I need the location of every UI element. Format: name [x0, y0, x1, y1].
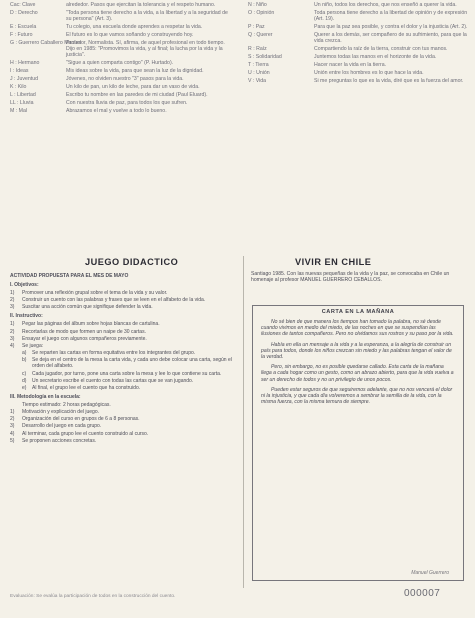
glossary-text: Abrazamos el mal y vuelve a todo lo bueno.: [66, 107, 167, 114]
glossary-text: Con nuestra lluvia de paz, para todos los que sufren.: [66, 99, 188, 106]
glossary-letter: K : Kilo: [10, 84, 27, 91]
method-list: [10, 409, 238, 444]
glossary-letter: P : Paz: [248, 24, 265, 31]
list-item-number: 3): [10, 423, 15, 430]
glossary-letter: Q : Querer: [248, 31, 273, 38]
list-item-text: Promover una reflexión grupal sobre el tema de la vida y su valor.: [22, 290, 168, 296]
glossary-letter: LL : Lluvia: [10, 99, 34, 106]
list-item-text: Organización del curso en grupos de 6 a 8 personas.: [22, 416, 140, 423]
glossary-text: Jóvenes, no olviden nuestro "3" pasos para la vida.: [66, 76, 184, 83]
glossary-row: [248, 54, 468, 60]
glossary-letter: G : Guerrero Caballero Manuel: [10, 39, 82, 46]
list-item: [22, 371, 238, 377]
glossary-letter: E : Escuela: [10, 24, 37, 31]
glossary-letter: F : Futuro: [10, 31, 33, 38]
list-item-text: Suscitar una acción común que signifique defender la vida.: [22, 304, 153, 311]
letter-paragraph: No sé bien de que manera los tiempos han tomado la palabra, no sé desde cuando vivimos en medio del miedo, de las noches en que se suspendían las ilusiones de tantos compañeros. Pero no olvidamos sus rostros y su paso por la vida.: [261, 319, 454, 338]
letter-signature: Manuel Guerrero: [411, 570, 449, 576]
list-item: [10, 343, 238, 349]
list-item: [22, 385, 238, 391]
list-item-text: Cada jugador, por turno, pone una carta sobre la mesa y lee lo que contiene su carta.: [32, 370, 222, 377]
list-item-number: 4): [10, 430, 15, 437]
glossary-row: [10, 108, 232, 114]
glossary-row: [248, 46, 468, 52]
list-item-number: 5): [10, 437, 15, 444]
list-item-number: 2): [10, 328, 15, 335]
glossary-letter: Cac: Clave: [10, 2, 36, 8]
glossary-row: [248, 78, 468, 84]
list-item-text: Se juega:: [22, 342, 44, 349]
glossary-row: [248, 10, 468, 23]
glossary-text: "Sigue a quien comparta contigo" (P. Hurtado).: [66, 60, 174, 67]
objectives-heading: I. Objetivos:: [10, 282, 39, 288]
glossary-row: [10, 60, 232, 66]
list-item-number: 3): [10, 304, 15, 311]
glossary-text: Tu colegio, una escuela donde aprendes a respetar la vida.: [66, 24, 203, 31]
glossary-text: Para que la paz sea posible, y contra el dolor y la injusticia (Art. 2).: [314, 24, 468, 31]
glossary-letter: R : Raíz: [248, 46, 267, 53]
list-item: [22, 357, 238, 369]
list-item-number: 3): [10, 335, 15, 342]
activity-title: ACTIVIDAD PROPUESTA PARA EL MES DE MAYO: [10, 273, 129, 279]
glossary-letter: T : Tierra: [248, 61, 269, 68]
list-item: [10, 438, 238, 444]
glossary-row: [248, 62, 468, 68]
glossary-row: [10, 40, 232, 59]
evaluation-footer: Evaluación: Se evalúa la participación de todos en la construcción del cuento.: [10, 594, 176, 599]
list-item-text: Se proponen acciones concretas.: [22, 437, 97, 444]
glossary-letter: S : Solidaridad: [248, 54, 282, 61]
glossary-text: alrededor. Pasos que ejercitan la tolerancia y el respeto humano.: [66, 2, 216, 8]
glossary-row: [10, 84, 232, 90]
steps-list: [10, 350, 238, 391]
letter-paragraph: Había en ella un mensaje a la vida y a la esperanza, a la alegría de construir un país para todos, donde los niños crezcan sin miedo y las palabras tengan el valor de la verdad.: [261, 341, 452, 361]
section-heading-vivir: VIVIR EN CHILE: [295, 257, 372, 267]
glossary-row: [248, 24, 468, 30]
glossary-row: [10, 2, 232, 8]
list-item-number: 1): [10, 321, 15, 328]
objectives-list: [10, 290, 238, 310]
glossary-letter: D : Derecho: [10, 9, 38, 16]
letter-paragraph: Pueden estar seguros de que seguiremos adelante, que no nos vencerá el dolor ni la injusticia, y que cada día volveremos a sembrar la semilla de la vida, con la misma fuerza, con la misma ternura de siempre.: [261, 386, 453, 406]
list-item-number: c): [22, 370, 27, 377]
list-item-number: b): [22, 357, 27, 364]
list-item: [10, 297, 238, 303]
list-item-number: 2): [10, 297, 15, 304]
letter-body: [253, 319, 463, 405]
instructions-list: [10, 321, 238, 349]
list-item-number: 4): [10, 342, 15, 349]
method-heading: III. Metodología en la escuela:: [10, 393, 81, 400]
glossary-row: [248, 32, 468, 45]
letter-box: [252, 305, 464, 581]
glossary-text: Escribo tu nombre en las paredes de mi ciudad (Paul Eluard).: [66, 91, 208, 98]
glossary-letter: I : Ideas: [10, 68, 29, 75]
list-item-text: Se reparten las cartas en forma equitativa entre los integrantes del grupo.: [32, 350, 196, 357]
list-item: [10, 321, 238, 327]
glossary-row: [10, 10, 232, 23]
glossary-row: [10, 32, 232, 38]
glossary-text: Un kilo de pan, un kilo de leche, para dar un vaso de vida.: [66, 84, 200, 91]
list-item-text: Motivación y explicación del juego.: [22, 409, 99, 416]
list-item: [22, 378, 238, 384]
list-item: [10, 416, 238, 422]
glossary-letter: J : Juventud: [10, 76, 38, 83]
glossary-letter: U : Unión: [248, 69, 270, 76]
glossary-left: [10, 2, 232, 116]
list-item-text: Recortarlas de modo que formen un naipe de 30 cartas.: [22, 328, 146, 335]
glossary-right: [248, 2, 468, 86]
list-item: [10, 431, 238, 437]
glossary-letter: M : Mal: [10, 107, 28, 114]
glossary-row: [10, 76, 232, 82]
glossary-text: Mis ideas sobre la vida, para que sean la luz de la dignidad.: [66, 68, 204, 75]
glossary-text: Hacer nacer la vida en la tierra.: [314, 61, 387, 68]
glossary-text: Querer a los demás, ser compañero de su sufrimiento, para que la vida crezca.: [314, 31, 467, 45]
glossary-text: Juntemos todas las manos en el horizonte de la vida.: [314, 54, 437, 61]
list-item-number: a): [22, 350, 27, 357]
list-item-text: Se deja en el centro de la mesa la carta vida, y cada uno debe colocar una carta, según el orden del alfabeto.: [32, 357, 232, 370]
list-item: [10, 329, 238, 335]
column-divider: [243, 256, 244, 588]
activity-column: [10, 270, 238, 445]
list-item: [22, 350, 238, 356]
glossary-row: [248, 2, 468, 8]
glossary-row: [248, 70, 468, 76]
vivir-intro: Santiago 1985. Con las nuevas pequeñas de la vida y la paz, se convocaba en Chile un homenaje al profesor MANUEL GUERRERO CEBALLOS.: [251, 271, 450, 284]
list-item: [10, 290, 238, 296]
list-item-text: Al final, el grupo lee el cuento que ha construido.: [32, 384, 141, 391]
glossary-row: [10, 92, 232, 98]
glossary-text: Un niño, todos los derechos, que nos enseñó a querer la vida.: [314, 2, 457, 8]
glossary-text: Toda persona tiene derecho a la libertad de opinión y de expresión (Art. 19).: [314, 9, 468, 23]
list-item-text: Construir un cuento con las palabras y frases que se leen en el alfabeto de la vida.: [22, 297, 206, 304]
glossary-letter: O : Opinión: [248, 9, 275, 16]
archive-stamp: 000007: [404, 588, 441, 599]
list-item-text: Al terminar, cada grupo lee el cuento construido al curso.: [22, 430, 149, 437]
glossary-letter: N : Niño: [248, 2, 267, 8]
list-item-text: Pegar las páginas del álbum sobre hojas blancas de cartulina.: [22, 321, 160, 328]
list-item-text: Ensayar el juego con algunos compañeros previamente.: [22, 335, 147, 342]
glossary-letter: V : Vida: [248, 77, 267, 84]
glossary-letter: L : Libertad: [10, 91, 36, 98]
method-intro: Tiempo estimado: 2 horas pedagógicas.: [22, 401, 111, 408]
letter-title: CARTA EN LA MAÑANA: [321, 309, 395, 315]
list-item-number: 1): [10, 409, 15, 416]
glossary-text: Si me preguntas lo que es la vida, diré que es la fuerza del amor.: [314, 77, 464, 84]
list-item: [10, 304, 238, 310]
list-item-number: 1): [10, 290, 15, 296]
glossary-row: [10, 100, 232, 106]
list-item: [10, 409, 238, 415]
list-item-text: Desarrollo del juego en cada grupo.: [22, 423, 102, 430]
glossary-text: "Toda persona tiene derecho a la vida, a la libertad y a la seguridad de su persona" (Art. 3).: [66, 9, 228, 23]
letter-paragraph: Pero, sin embargo, no es posible quedarse callado. Esta carta de la mañana llega a cada hogar como un gesto, como un abrazo abierto, para que la vida vuelva a ser un derecho de todos y no un privilegio de unos pocos.: [261, 364, 454, 383]
list-item-number: 2): [10, 416, 15, 423]
list-item-text: Un secretario escribe el cuento con todas las cartas que se van jugando.: [32, 377, 194, 384]
glossary-letter: H : Hermano: [10, 60, 40, 67]
glossary-text: Unión entre los hombres es lo que hace la vida.: [314, 69, 424, 76]
list-item-number: e): [22, 384, 27, 391]
glossary-text: Profesor, Normalista. Sí, afirma, de aquel profesional en todo tiempo. Dijo en 1985: "Promovimos la vida, y al final; la lucha por la vida y la justicia".: [66, 39, 225, 59]
list-item: [10, 336, 238, 342]
list-item-number: d): [22, 377, 27, 384]
glossary-row: [10, 68, 232, 74]
list-item: [10, 423, 238, 429]
glossary-text: El futuro es lo que vamos soñando y construyendo hoy.: [66, 31, 194, 38]
glossary-text: Compartiendo la raíz de la tierra, construir con tus manos.: [314, 46, 448, 53]
instructions-heading: II. Instructivo:: [10, 313, 43, 320]
section-heading-juego: JUEGO DIDACTICO: [85, 257, 179, 267]
glossary-row: [10, 24, 232, 30]
